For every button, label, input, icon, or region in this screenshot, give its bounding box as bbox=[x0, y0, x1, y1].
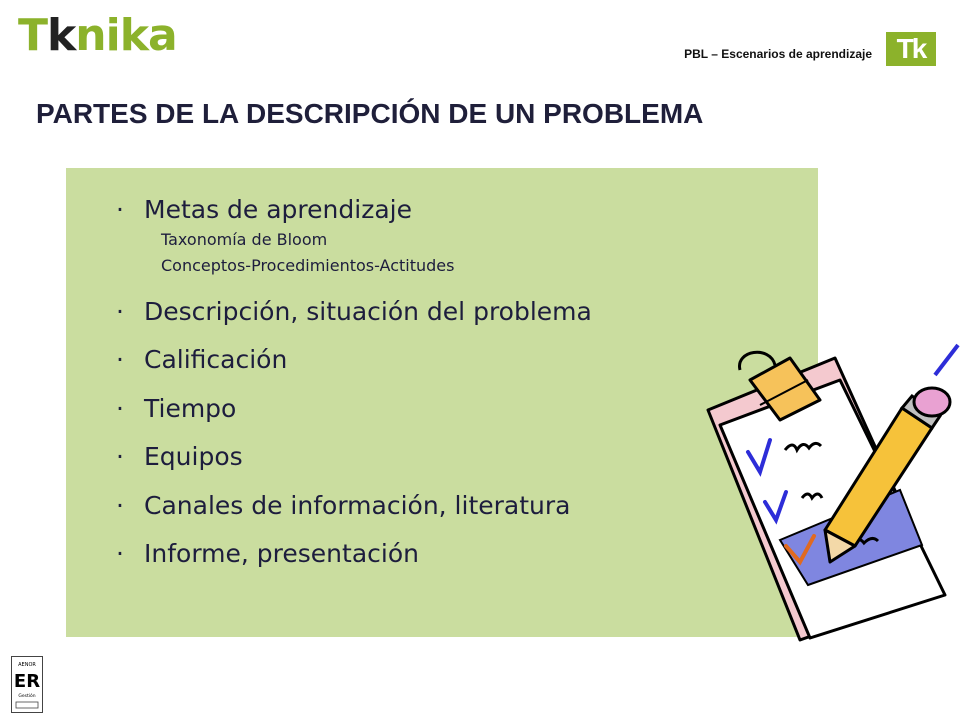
bullet-item: · Equipos bbox=[116, 443, 592, 471]
aenor-er-seal-icon bbox=[11, 656, 43, 713]
seal-mark: ER bbox=[13, 671, 41, 692]
tknika-logo bbox=[18, 10, 177, 61]
logo-t: T bbox=[18, 10, 48, 61]
header-subtitle: PBL – Escenarios de aprendizaje bbox=[684, 47, 872, 61]
bullet-label: Metas de aprendizaje bbox=[144, 195, 412, 224]
logo-nika: nika bbox=[75, 10, 177, 61]
seal-text: Gestión bbox=[18, 694, 36, 699]
sub-bullet-item: Conceptos-Procedimientos-Actitudes bbox=[161, 256, 455, 276]
bullet-item: · Canales de información, literatura bbox=[116, 492, 592, 520]
bullet-item: · Calificación bbox=[116, 346, 592, 374]
bullet-item: · Tiempo bbox=[116, 395, 592, 423]
bullet-item bbox=[116, 196, 592, 277]
tk-badge-logo: Tk bbox=[886, 32, 936, 66]
clipboard-pencil-icon bbox=[690, 340, 960, 650]
logo-k: k bbox=[47, 10, 76, 61]
bullet-list bbox=[116, 196, 592, 568]
slide-title: PARTES DE LA DESCRIPCIÓN DE UN PROBLEMA bbox=[36, 98, 704, 129]
bullet-item: · Informe, presentación bbox=[116, 540, 592, 568]
seal-brand: AENOR bbox=[18, 662, 36, 668]
bullet-item: · Descripción, situación del problema bbox=[116, 298, 592, 326]
sub-bullet-item: Taxonomía de Bloom bbox=[161, 229, 328, 249]
sub-bullet-list bbox=[144, 229, 592, 277]
